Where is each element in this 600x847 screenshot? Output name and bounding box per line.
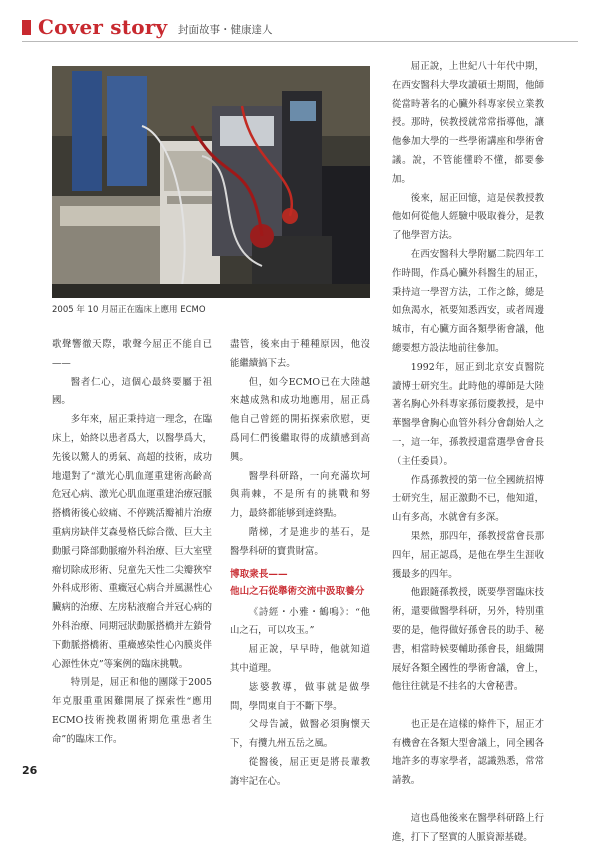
paragraph: 盡管，後來由于種種原因，他沒能繼續搞下去。 <box>230 339 370 369</box>
paragraph: 多年來，屈正秉持這一理念，在臨床上，始終以患者爲大，以醫學爲大，先後以驚人的勇氣、高超的技術，成功地還對了“激光心肌血運重建術高齡高危冠心病、激光心肌血運重建治療冠脈搭橋術後心絞痛、不停跳活瓣補片治療重病房缺伴艾森曼格氏綜合徵、巨大主動脈弓降部動脈瘤外科治療、巨大室壁瘤切除成形術、兒童先天性二尖瓣狹窄外科成形術、重癥冠心病合并風濕性心臟病的治療、左房粘液瘤合并冠心病的外科治療、同期冠狀動脈搭橋并左鎖骨下動脈搭橋術、重癥感染性心內膜炎伴心源性休克”等案例的臨床挑戰。 <box>52 414 212 670</box>
paragraph: 毖婆教導，做事就是做學問，學問東自于不斷下學。 <box>230 681 370 712</box>
paragraph: 醫學科研路，一向充滿坎坷與荊棘，不是所有的挑戰和努力，最終都能够到達終點。 <box>230 470 370 520</box>
paragraph: 他跟隨孫教授，既要學習臨床技術，還要做醫學科研，另外，特別重要的是，他得做好孫會長的助手、秘書，相當時候要輔助孫會長，組織開展好各類全國性的學術會議，會上，他往往就是不挂名的大會秘書。 <box>392 587 544 693</box>
paragraph: 階梯，才是進步的基石，是醫學科研的寶貴財富。 <box>230 526 370 557</box>
paragraph: 在西安醫科大學附屬二院四年工作時間，作爲心臟外科醫生的屈正，秉持這一學習方法，工作之餘，總是如魚渴水，祇要知悉西安，或者周邊城市，有心臟方面各類學術會議，他總要想方設法地前往參加。 <box>392 248 544 354</box>
header-divider <box>22 41 578 42</box>
page-header <box>0 0 600 42</box>
paragraph: 特別是，屈正和他的團隊于2005年克服重重困難開展了探索性“應用ECMO技術挽救圍術期危重患者生命”的臨床工作。 <box>52 677 212 745</box>
article-column-3 <box>392 58 544 847</box>
section-subheading: 他山之石從舉術交流中汲取養分 <box>230 585 365 597</box>
paragraph-gap <box>392 791 544 810</box>
section-heading: 博取衆長—— <box>230 568 288 580</box>
header-accent-bar <box>22 20 31 35</box>
paragraph: 父母告誡，做醫必須胸懷天下，有攬九州五岳之風。 <box>230 719 370 750</box>
page-number: 26 <box>22 764 38 777</box>
paragraph-gap <box>392 697 544 716</box>
paragraph: 後來，屈正回憶，這是侯教授教他如何從他人經驗中吸取養分，是教了他學習方法。 <box>392 192 544 242</box>
paragraph: 1992年，屈正到北京安貞醫院讀博士研究生。此時他的導師是大陸著名胸心外科專家孫衍慶教授，是中華醫學會胸心血管外科分會創始人之一，這一年，孫教授還當選學會會長（主任委員）。 <box>392 361 544 467</box>
article-column-1 <box>52 336 212 750</box>
paragraph: 從醫後，屈正更是將長輩教誨牢記在心。 <box>230 756 370 787</box>
paragraph: 屈正說，上世紀八十年代中期，在西安醫科大學攻讀碩士期間，他師從當時著名的心臟外科專家侯立業教授。那時，侯教授就常常指導他，讓他參加大學的一些學術講座和學術會議。說，不管能懂聆不懂，都要參加。 <box>392 61 544 185</box>
paragraph: 歌聲響徹天際，歌聲今屈正不能自已—— <box>52 339 212 369</box>
paragraph: 這也爲他後來在醫學科研路上行進，打下了堅實的人脈資源基礎。 <box>392 812 544 843</box>
paragraph: 醫者仁心，這個心最終要屬于祖國。 <box>52 376 212 407</box>
paragraph: 果然，那四年，孫教授當會長那四年，屈正認爲，是他在學生生涯收獲最多的四年。 <box>392 530 544 580</box>
paragraph: 也正是在這樣的條件下，屈正才有機會在各類大型會議上，同全國各地許多的專家學者，認識熟悉，常常請教。 <box>392 718 544 787</box>
photo-caption: 2005 年 10 月屈正在臨床上應用 ECMO <box>52 305 206 315</box>
section-subtitle: 封面故事・健康達人 <box>178 24 273 36</box>
paragraph: 作爲孫教授的第一位全國統招博士研究生，屈正激動不已，他知道，山有多高，水就會有多深。 <box>392 474 544 524</box>
paragraph: 《詩經・小雅・鶴鳴》：“他山之石，可以攻玉。” <box>230 606 370 637</box>
paragraph: 但，如今ECMO已在大陸越來越成熟和成功地應用，屈正爲他自己曾經的開拓探索欣慰，更爲同仁們後繼取得的成績感到高興。 <box>230 376 370 463</box>
paragraph: 屈正說，早早時，他就知道其中道理。 <box>230 644 370 674</box>
ecmo-photo <box>52 66 370 298</box>
section-title: Cover story <box>38 15 168 39</box>
article-column-2 <box>230 336 370 792</box>
